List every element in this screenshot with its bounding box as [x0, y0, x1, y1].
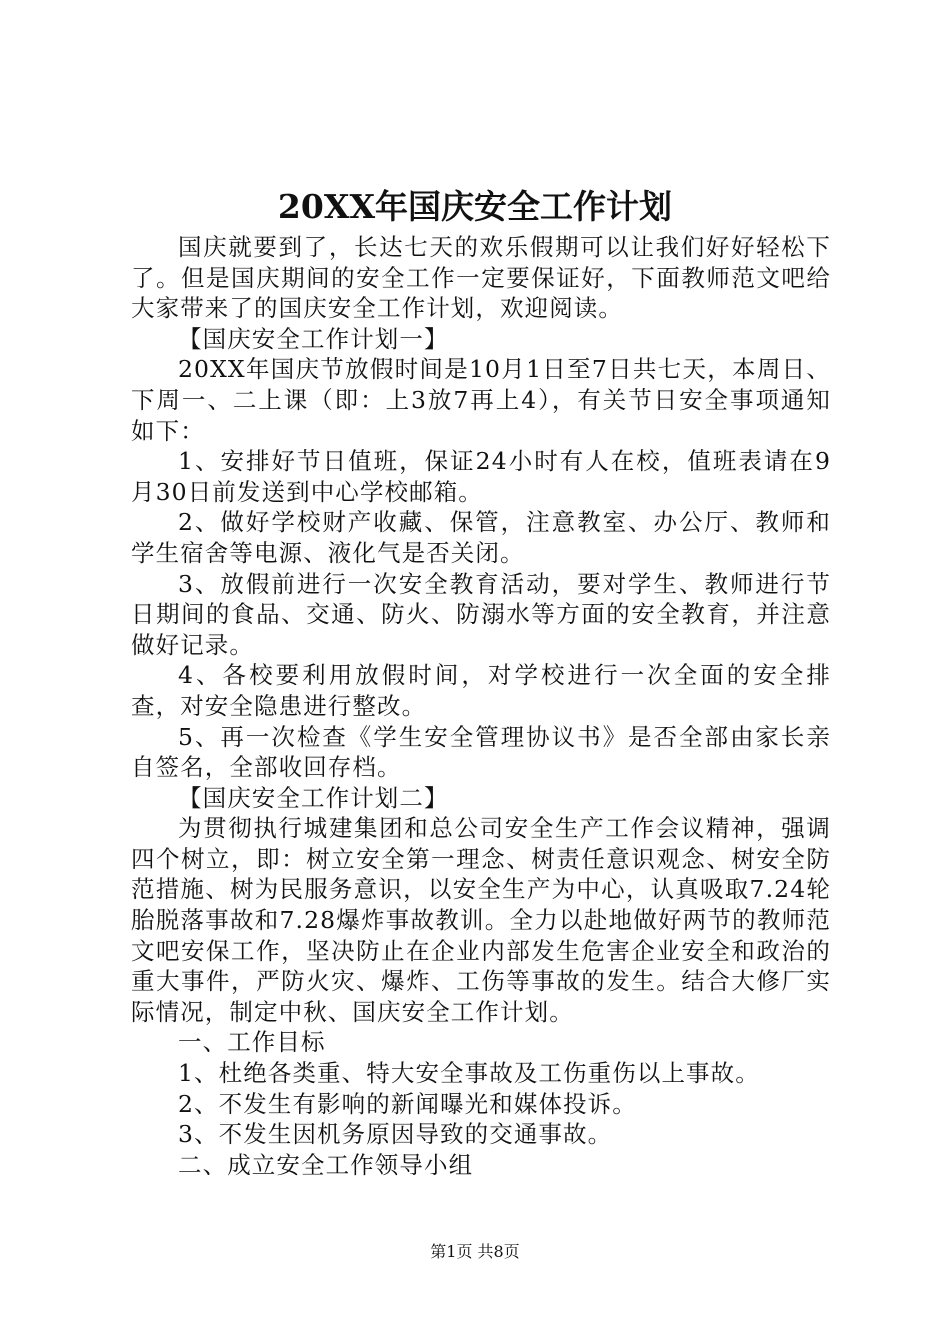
list-item: 4、各校要利用放假时间，对学校进行一次全面的安全排查，对安全隐患进行整改。 [131, 661, 831, 720]
section-heading-plan-one: 【国庆安全工作计划一】 [178, 324, 449, 353]
document-title: 20XX年国庆安全工作计划 [277, 187, 673, 226]
list-item: 1、安排好节日值班，保证24小时有人在校，值班表请在9月30日前发送到中心学校邮箱。 [131, 447, 831, 506]
document-body [131, 232, 831, 1180]
section-heading-plan-two: 【国庆安全工作计划二】 [178, 783, 449, 812]
list-item: 3、不发生因机务原因导致的交通事故。 [178, 1120, 613, 1149]
list-item: 5、再一次检查《学生安全管理协议书》是否全部由家长亲自签名，全部收回存档。 [131, 722, 831, 782]
holiday-schedule-paragraph: 20XX年国庆节放假时间是10月1日至7日共七天，本周日、下周一、二上课（即：上3放7再上4），有关节日安全事项通知如下： [131, 355, 831, 445]
page-footer: 第1页 共8页 [430, 1242, 520, 1261]
plan-two-intro-paragraph: 为贯彻执行城建集团和总公司安全生产工作会议精神，强调四个树立，即：树立安全第一理念、树责任意识观念、树安全防范措施、树为民服务意识，以安全生产为中心，认真吸取7.24轮胎脱落事故和7.28爆炸事故教训。全力以赴地做好两节的教师范文吧安保工作，坚决防止在企业内部发生危害企业安全和政治的重大事件，严防火灾、爆炸、工伤等事故的发生。结合大修厂实际情况，制定中秋、国庆安全工作计划。 [131, 814, 831, 1026]
subheading-leadership-group: 二、成立安全工作领导小组 [178, 1150, 474, 1179]
list-item: 2、不发生有影响的新闻曝光和媒体投诉。 [178, 1089, 637, 1118]
subheading-work-goals: 一、工作目标 [178, 1028, 326, 1057]
list-item: 1、杜绝各类重、特大安全事故及工伤重伤以上事故。 [178, 1059, 760, 1088]
list-item: 2、做好学校财产收藏、保管，注意教室、办公厅、教师和学生宿舍等电源、液化气是否关闭。 [131, 508, 831, 567]
intro-paragraph: 国庆就要到了，长达七天的欢乐假期可以让我们好好轻松下了。但是国庆期间的安全工作一定要保证好，下面教师范文吧给大家带来了的国庆安全工作计划，欢迎阅读。 [131, 233, 831, 323]
list-item: 3、放假前进行一次安全教育活动，要对学生、教师进行节日期间的食品、交通、防火、防溺水等方面的安全教育，并注意做好记录。 [131, 569, 831, 659]
